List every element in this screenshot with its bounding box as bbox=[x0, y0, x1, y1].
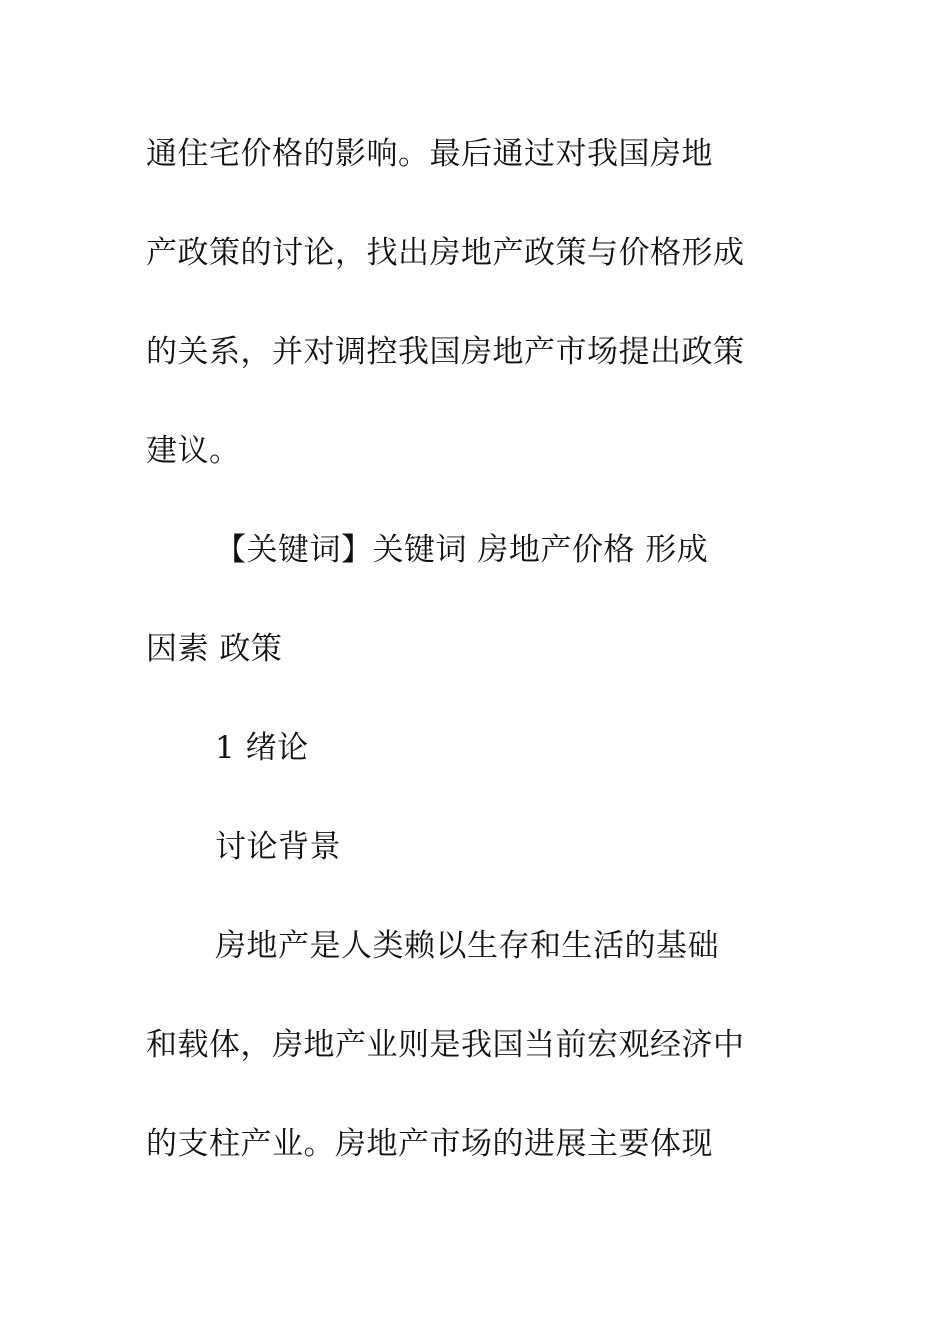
paragraph-line: 通住宅价格的影响。最后通过对我国房地 bbox=[146, 136, 713, 172]
keywords-line: 因素 政策 bbox=[146, 631, 283, 667]
paragraph-line: 产政策的讨论，找出房地产政策与价格形成 bbox=[146, 235, 745, 271]
paragraph-line: 的关系，并对调控我国房地产市场提出政策 bbox=[146, 334, 745, 370]
paragraph-line: 的支柱产业。房地产市场的进展主要体现 bbox=[146, 1126, 713, 1162]
keywords-line: 【关键词】关键词 房地产价格 形成 bbox=[215, 532, 709, 568]
paragraph-line: 建议。 bbox=[146, 433, 241, 469]
paragraph-line: 房地产是人类赖以生存和生活的基础 bbox=[215, 928, 719, 964]
section-heading: 1 绪论 bbox=[215, 730, 309, 766]
subsection-heading: 讨论背景 bbox=[215, 829, 341, 865]
paragraph-line: 和载体，房地产业则是我国当前宏观经济中 bbox=[146, 1027, 745, 1063]
